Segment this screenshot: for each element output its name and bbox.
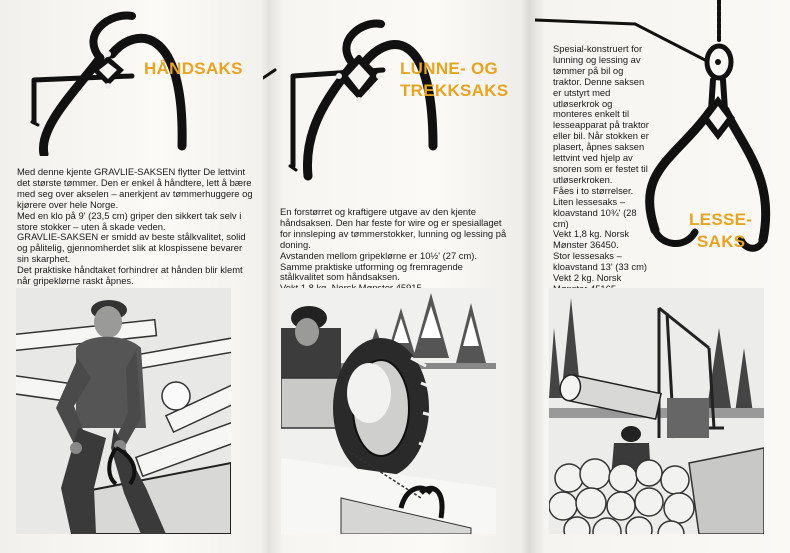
paragraph: Vekt 2 kg. Norsk bbox=[553, 272, 622, 284]
paragraph: Vekt 1,8 kg. Norsk Mønster 36450. bbox=[553, 228, 630, 251]
paragraph: Med denne kjente GRAVLIE-SAKSEN flytter De lettvint det største tømmer. Den er enkel å håndtere, lett å bære med seg over akselen – anerkjent av tømmerhuggere og kjørere over hele Norge. bbox=[17, 166, 253, 210]
title-line: SAKS bbox=[697, 232, 746, 251]
paragraph: Fåes i to størrelser. bbox=[553, 184, 634, 196]
paragraph: Liten lessesaks – kloavstand 10¾' (28 cm) bbox=[553, 195, 637, 229]
text-lesse bbox=[553, 44, 653, 295]
title-line: LUNNE- OG bbox=[400, 59, 499, 78]
title-lunne bbox=[400, 58, 509, 102]
text-lunne bbox=[280, 207, 508, 294]
title-line: TREKKSAKS bbox=[400, 81, 509, 100]
hand-tongs-illustration bbox=[20, 6, 200, 156]
paragraph: En forstørret og kraftigere utgave av den kjente håndsaksen. Den har feste for wire og er spesiallaget for innsleping av tømmerstokker, lunning og lessing på doning. bbox=[280, 206, 507, 250]
title-handsaks: HÅNDSAKS bbox=[144, 59, 243, 78]
panel-lunne bbox=[263, 0, 526, 553]
panel-handsaks bbox=[0, 0, 262, 553]
paragraph: Spesial-konstruert for lunning og lessing av tømmer på bil og traktor. Denne saksen er utstyrt med utløserkrok og monteres enkelt til lesseapparat på traktor eller bil. Når stokken er plasert, åpnes saksen lettvint ved hjelp av snoren som er festet til utløserkroken. bbox=[553, 43, 649, 185]
panel-lesse bbox=[527, 0, 790, 553]
photo-tractor bbox=[281, 288, 496, 534]
photo-woodcutter bbox=[16, 288, 231, 534]
title-line: LESSE- bbox=[689, 210, 753, 229]
photo-loader-crane bbox=[549, 288, 764, 534]
paragraph: Det praktiske håndtaket forhindrer at hånden blir klemt når gripeklørne raskt åpnes. bbox=[17, 264, 243, 287]
paragraph: Med en klo på 9' (23,5 cm) griper den sikkert tak selv i store stokker – uten å skade veden. bbox=[17, 209, 242, 232]
title-lesse bbox=[689, 209, 752, 253]
paragraph: Avstanden mellom gripeklørne er 10½' (27 cm). bbox=[280, 249, 478, 261]
text-handsaks bbox=[17, 167, 255, 298]
paragraph: Stor lessesaks – kloavstand 13' (33 cm) bbox=[553, 250, 648, 273]
paragraph: GRAVLIE-SAKSEN er smidd av beste stålkvalitet, solid og pålitelig, gjennomherdet slik at klospissene bevarer sin skarphet. bbox=[17, 231, 246, 265]
paragraph: Samme praktiske utforming og fremragende stålkvalitet som håndsaksen. bbox=[280, 260, 463, 283]
